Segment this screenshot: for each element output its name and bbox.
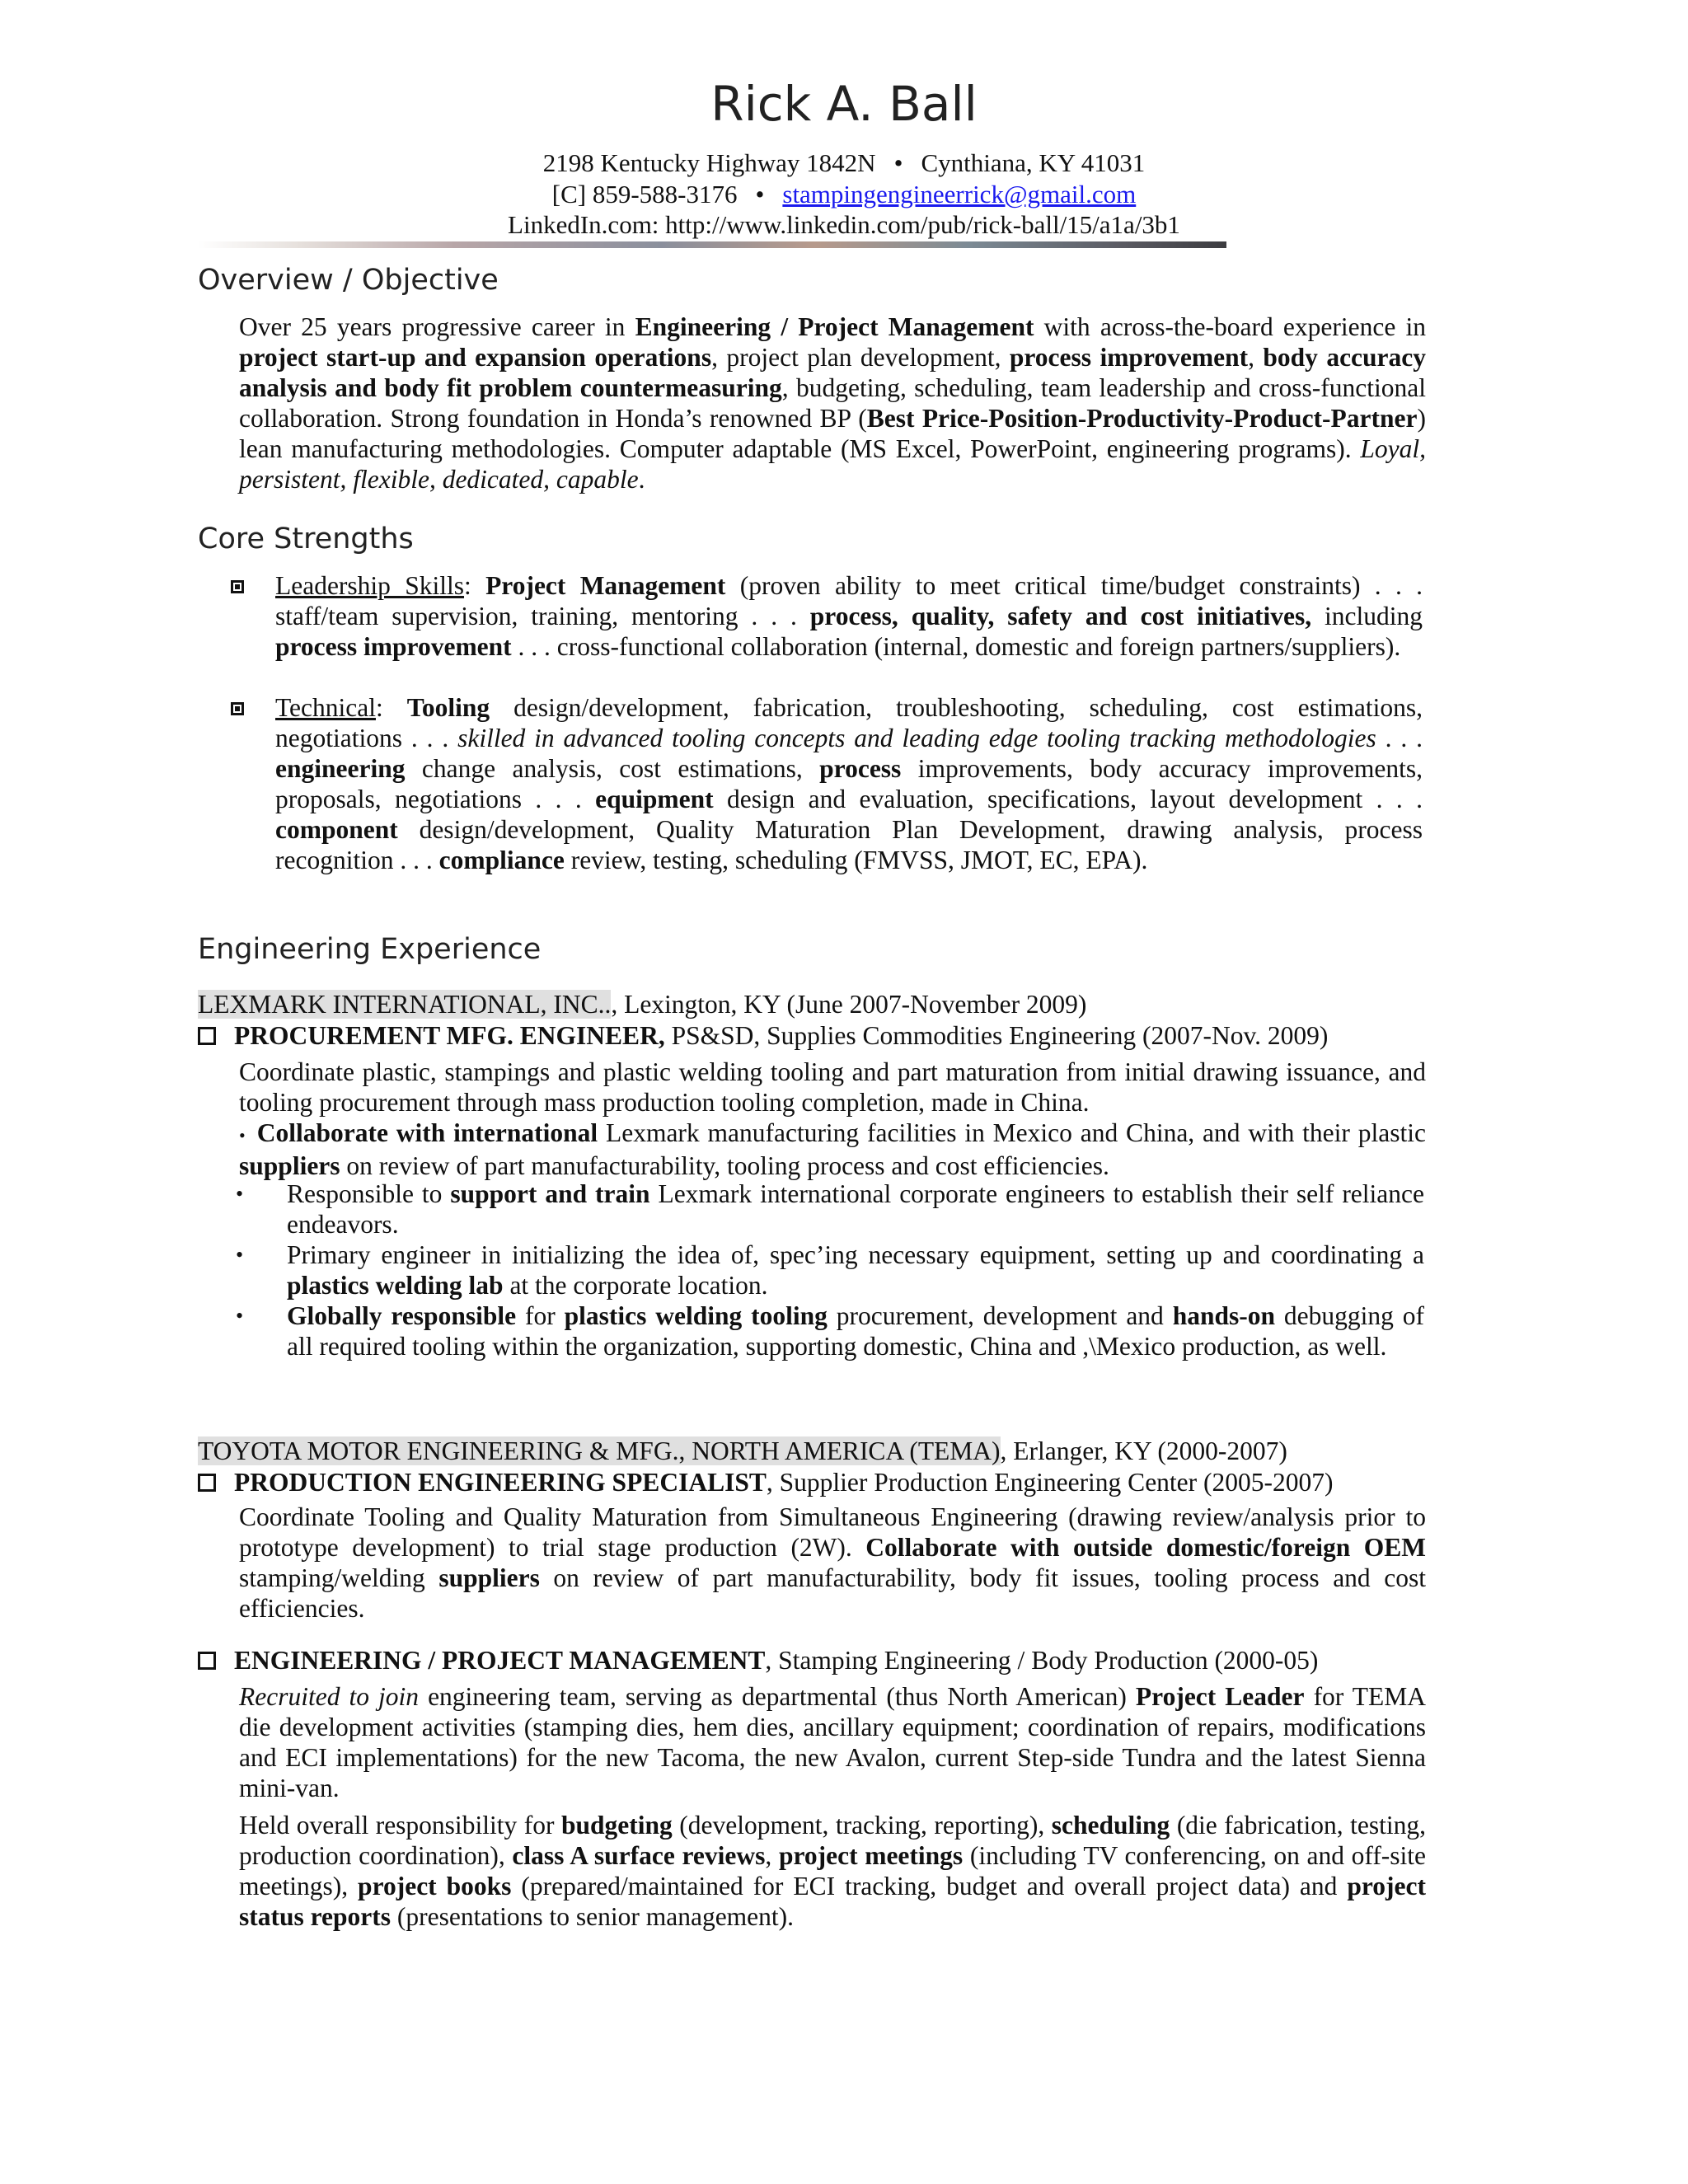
bullet-bold: Globally responsible — [287, 1301, 517, 1330]
company-name: LEXMARK INTERNATIONAL, INC.. — [198, 990, 612, 1019]
core-text: improvements, body accuracy improvements, proposals, negotiations . . . — [275, 754, 1423, 813]
bullet-text: for — [516, 1301, 565, 1330]
lexmark-bullet-1 — [239, 1118, 1426, 1181]
core-bold: component — [275, 815, 398, 844]
bullet-text: Lexmark international corporate engineers to establish their self reliance endeavors. — [287, 1179, 1424, 1239]
bullet-bold: suppliers — [239, 1151, 340, 1180]
core-bold: equipment — [595, 785, 714, 813]
desc-text: (including TV conferencing, on and off-site meetings), — [239, 1841, 1427, 1900]
bullet-bold: plastics welding tooling — [564, 1301, 828, 1330]
desc-text: (die fabrication, testing, production coordination), — [239, 1811, 1426, 1870]
city-state-zip: Cynthiana, KY 41031 — [921, 148, 1146, 177]
core-bold: compliance — [438, 846, 565, 874]
desc-text: Coordinate Tooling and Quality Maturation from Simultaneous Engineering (drawing review/analysis prior to prototype development) to trial stage production (2W). — [239, 1502, 1426, 1562]
core-text: (proven ability to meet critical time/budget constraints) . . . staff/team supervision, training, mentoring . . . — [275, 571, 1423, 630]
desc-bold: project meetings — [778, 1841, 964, 1870]
checkbox-icon — [198, 1652, 216, 1670]
desc-text: for TEMA die development activities (stamping dies, hem dies, ancillary equipment; coordination of repairs, modifications and ECI implementations) for the new Tacoma, the new Avalon, current Step-side Tundra and the latest Sienna mini-van. — [239, 1682, 1426, 1802]
core-text: : — [464, 571, 486, 600]
overview-text: , project plan development, — [711, 343, 1010, 372]
core-label: Leadership Skills — [275, 571, 465, 600]
desc-bold: Collaborate with outside domestic/foreign OEM — [865, 1533, 1426, 1562]
candidate-name: Rick A. Ball — [710, 76, 978, 132]
header-divider — [198, 241, 1226, 248]
desc-bold: project status reports — [239, 1872, 1426, 1931]
core-bold: process, quality, safety and cost initiatives, — [809, 602, 1312, 630]
toyota-role1-description — [239, 1502, 1426, 1624]
overview-text: . — [638, 465, 645, 494]
bullet-icon: • — [236, 1182, 244, 1206]
core-text: review, testing, scheduling (FMVSS, JMOT, EC, EPA). — [564, 846, 1148, 874]
separator-dot: • — [755, 180, 765, 209]
overview-bold: body accuracy analysis and body fit problem countermeasuring — [239, 343, 1427, 402]
bullet-bold: hands-on — [1172, 1301, 1276, 1330]
desc-text: (presentations to senior management). — [391, 1902, 795, 1931]
bullet-text: at the corporate location. — [503, 1271, 768, 1300]
core-bold: process improvement — [275, 632, 512, 661]
desc-text: on review of part manufacturability, body fit issues, tooling process and cost efficiencies. — [239, 1563, 1427, 1623]
role-title: PROCUREMENT MFG. ENGINEER, — [234, 1021, 665, 1050]
role-detail: , Stamping Engineering / Body Production (2000-05) — [765, 1646, 1319, 1675]
desc-bold: Project Leader — [1135, 1682, 1305, 1711]
overview-text: with across-the-board experience in — [1034, 312, 1426, 341]
square-bullet-icon — [231, 702, 244, 715]
overview-bold: Engineering / Project Management — [635, 312, 1034, 341]
core-text: . . . — [1376, 724, 1423, 752]
bullet-icon: • — [239, 1125, 246, 1146]
core-bold: engineering — [275, 754, 406, 783]
company-lexmark — [198, 989, 1086, 1019]
desc-text: (prepared/maintained for ECI tracking, budget and overall project data) and — [511, 1872, 1348, 1900]
core-item-text — [275, 692, 1423, 875]
core-bold: Project Management — [485, 571, 726, 600]
overview-text: , budgeting, scheduling, team leadership and cross-functional collaboration. Strong foundation in Honda’s renowned BP ( — [239, 373, 1426, 433]
lexmark-bullet-4 — [287, 1301, 1424, 1361]
bullet-icon: • — [236, 1304, 244, 1328]
bullet-bold: support and train — [450, 1179, 650, 1208]
core-text: design and evaluation, specifications, layout development . . . — [713, 785, 1423, 813]
core-text: . . . cross-functional collaboration (internal, domestic and foreign partners/suppliers). — [511, 632, 1401, 661]
bullet-icon: • — [236, 1243, 244, 1267]
overview-bold: process improvement — [1009, 343, 1249, 372]
bullet-bold: plastics welding lab — [287, 1271, 504, 1300]
core-text: including — [1311, 602, 1423, 630]
bullet-text: Lexmark manufacturing facilities in Mexico and China, and with their plastic — [598, 1118, 1426, 1147]
desc-text: Held overall responsibility for — [239, 1811, 561, 1840]
role-procurement-engineer — [198, 1020, 1328, 1051]
phone-email-line — [0, 180, 1688, 209]
desc-text: stamping/welding — [239, 1563, 439, 1592]
overview-heading: Overview / Objective — [198, 264, 499, 297]
lexmark-description: Coordinate plastic, stampings and plastic welding tooling and part maturation from initial drawing issuance, and tooling procurement through mass production tooling completion, made in China. — [239, 1057, 1426, 1117]
desc-text: (development, tracking, reporting), — [672, 1811, 1052, 1840]
desc-bold: scheduling — [1051, 1811, 1170, 1840]
desc-italic: Recruited to join — [239, 1682, 420, 1711]
desc-text: , — [765, 1841, 779, 1870]
core-italic: skilled in advanced tooling concepts and leading edge tooling tracking methodologies — [457, 724, 1376, 752]
separator-dot: • — [893, 148, 903, 177]
desc-bold: project books — [358, 1872, 512, 1900]
role-detail: PS&SD, Supplies Commodities Engineering (2007-Nov. 2009) — [664, 1021, 1329, 1050]
toyota-role2-responsibilities — [239, 1810, 1426, 1932]
desc-bold: suppliers — [438, 1563, 540, 1592]
company-location: , Erlanger, KY (2000-2007) — [1000, 1436, 1287, 1465]
company-toyota — [198, 1436, 1287, 1466]
desc-bold: budgeting — [560, 1811, 673, 1840]
role-detail: , Supplier Production Engineering Center (2005-2007) — [766, 1468, 1334, 1497]
lexmark-bullet-2 — [287, 1179, 1424, 1240]
experience-heading: Engineering Experience — [198, 933, 542, 966]
bullet-bold: Collaborate with international — [256, 1118, 598, 1147]
core-text: design/development, fabrication, troubleshooting, scheduling, cost estimations, negotiations . . . — [275, 693, 1423, 752]
phone-number: [C] 859-588-3176 — [551, 180, 738, 209]
bullet-text: procurement, development and — [827, 1301, 1173, 1330]
overview-italic: Loyal, persistent, flexible, dedicated, capable — [239, 434, 1426, 494]
overview-bold: project start-up and expansion operations — [239, 343, 712, 372]
core-strengths-heading: Core Strengths — [198, 523, 414, 555]
overview-bold: Best Price-Position-Productivity-Product-Partner — [866, 404, 1418, 433]
overview-text: , — [1248, 343, 1264, 372]
desc-bold: class A surface reviews — [512, 1841, 766, 1870]
core-text: design/development, Quality Maturation Plan Development, drawing analysis, process recognition . . . — [275, 815, 1423, 874]
square-bullet-icon — [231, 580, 244, 593]
checkbox-icon — [198, 1474, 216, 1492]
overview-text: Over 25 years progressive career in — [239, 312, 635, 341]
lexmark-bullet-3 — [287, 1240, 1424, 1301]
toyota-role2-description — [239, 1681, 1426, 1803]
overview-text: ) lean manufacturing methodologies. Computer adaptable (MS Excel, PowerPoint, engineering programs). — [239, 404, 1426, 463]
bullet-text: Responsible to — [287, 1179, 451, 1208]
bullet-text: Primary engineer in initializing the idea of, spec’ing necessary equipment, setting up and coordinating a — [287, 1240, 1424, 1269]
email-link[interactable]: stampingengineerrick@gmail.com — [782, 180, 1137, 209]
role-title: ENGINEERING / PROJECT MANAGEMENT — [234, 1646, 766, 1675]
role-production-engineering-specialist — [198, 1467, 1334, 1497]
role-engineering-project-management — [198, 1645, 1318, 1675]
company-name: TOYOTA MOTOR ENGINEERING & MFG., NORTH AMERICA (TEMA) — [198, 1436, 1001, 1465]
bullet-text: debugging of all required tooling within the organization, supporting domestic, China and ,\Mexico production, as well. — [287, 1301, 1424, 1361]
checkbox-icon — [198, 1027, 216, 1045]
street-address: 2198 Kentucky Highway 1842N — [542, 148, 876, 177]
core-text: : — [375, 693, 407, 722]
core-bold: Tooling — [406, 693, 490, 722]
address-line — [0, 148, 1688, 178]
company-location: , Lexington, KY (June 2007-November 2009) — [611, 990, 1087, 1019]
core-bold: process — [819, 754, 902, 783]
linkedin-line: LinkedIn.com: http://www.linkedin.com/pub/rick-ball/15/a1a/3b1 — [508, 210, 1180, 239]
desc-text: engineering team, serving as departmental (thus North American) — [419, 1682, 1136, 1711]
bullet-text: on review of part manufacturability, tooling process and cost efficiencies. — [340, 1151, 1109, 1180]
core-text: change analysis, cost estimations, — [405, 754, 820, 783]
role-title: PRODUCTION ENGINEERING SPECIALIST — [234, 1468, 767, 1497]
core-item-text — [275, 570, 1423, 662]
overview-paragraph — [239, 312, 1426, 494]
core-label: Technical — [275, 693, 376, 722]
